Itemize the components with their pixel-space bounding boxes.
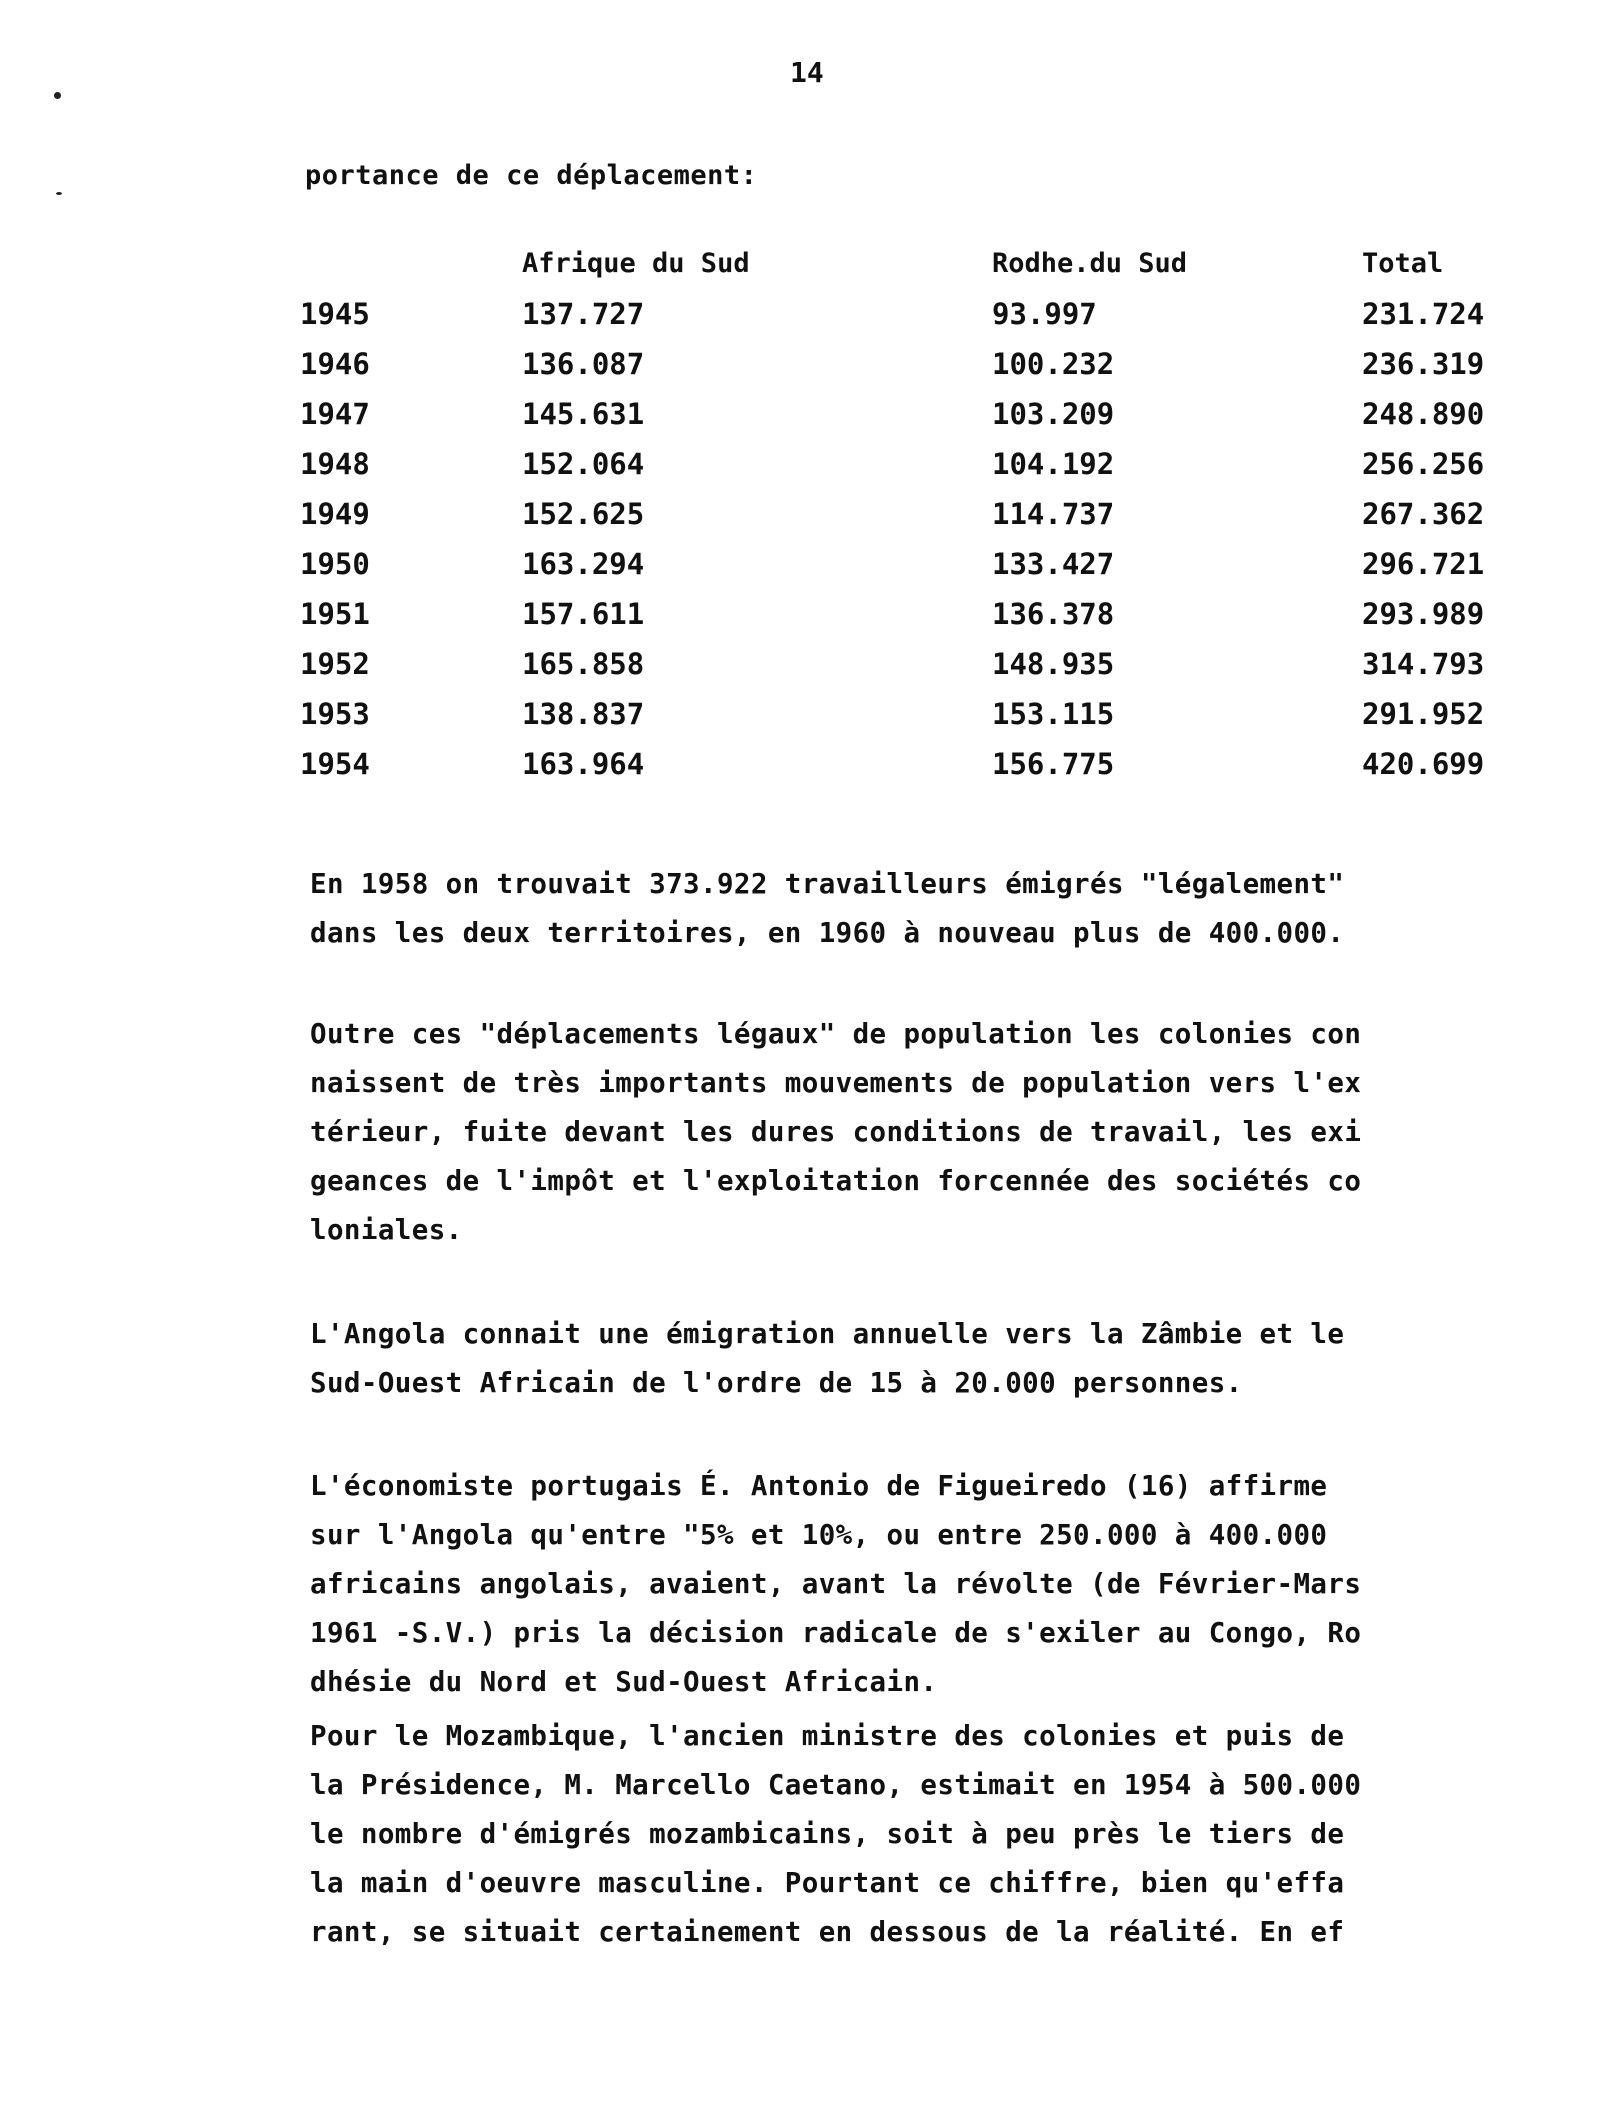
cell-rodhesie-du-sud: 136.378 — [992, 597, 1115, 631]
table-row — [300, 589, 1562, 639]
cell-total: 296.721 — [1362, 547, 1485, 581]
table-row — [300, 339, 1562, 389]
cell-afrique-du-sud: 163.964 — [522, 747, 645, 781]
table-row — [300, 539, 1562, 589]
cell-year: 1952 — [300, 647, 370, 681]
cell-total: 248.890 — [1362, 397, 1485, 431]
table-row — [300, 689, 1562, 739]
table-row — [300, 289, 1562, 339]
cell-rodhesie-du-sud: 103.209 — [992, 397, 1115, 431]
intro-line: portance de ce déplacement: — [305, 160, 758, 191]
emigration-table — [300, 245, 1562, 789]
scan-speck — [56, 192, 62, 195]
header-total: Total — [1362, 247, 1444, 279]
paragraph-3: L'Angola connait une émigration annuelle vers la Zâmbie et le Sud-Ouest Africain de l'ordre de 15 à 20.000 personnes. — [310, 1318, 1345, 1399]
scan-speck — [54, 92, 61, 99]
cell-afrique-du-sud: 152.064 — [522, 447, 645, 481]
cell-rodhesie-du-sud: 156.775 — [992, 747, 1115, 781]
cell-rodhesie-du-sud: 100.232 — [992, 347, 1115, 381]
cell-year: 1946 — [300, 347, 370, 381]
cell-year: 1947 — [300, 397, 370, 431]
cell-total: 267.362 — [1362, 497, 1485, 531]
cell-total: 420.699 — [1362, 747, 1485, 781]
cell-afrique-du-sud: 163.294 — [522, 547, 645, 581]
cell-year: 1954 — [300, 747, 370, 781]
cell-afrique-du-sud: 152.625 — [522, 497, 645, 531]
paragraph-4: L'économiste portugais É. Antonio de Figueiredo (16) affirme sur l'Angola qu'entre "5% et 10%, ou entre 250.000 à 400.000 africains angolais, avaient, avant la révolte (de Février-Mars 1961 -S.V.) pris la décision radicale de s'exiler au Congo, Ro dhésie du Nord et Sud-Ouest Africain. — [310, 1470, 1362, 1698]
table-row — [300, 489, 1562, 539]
cell-afrique-du-sud: 136.087 — [522, 347, 645, 381]
cell-year: 1953 — [300, 697, 370, 731]
cell-rodhesie-du-sud: 104.192 — [992, 447, 1115, 481]
cell-year: 1945 — [300, 297, 370, 331]
table-row — [300, 739, 1562, 789]
header-rodhesie-du-sud: Rodhe.du Sud — [992, 247, 1188, 279]
cell-total: 293.989 — [1362, 597, 1485, 631]
paragraph-5: Pour le Mozambique, l'ancien ministre des colonies et puis de la Présidence, M. Marcello Caetano, estimait en 1954 à 500.000 le nombre d'émigrés mozambicains, soit à peu près le tiers de la main d'oeuvre masculine. Pourtant ce chiffre, bien qu'effa rant, se situait certainement en dessous de la réalité. En ef — [310, 1720, 1362, 1948]
cell-afrique-du-sud: 145.631 — [522, 397, 645, 431]
paragraph-2: Outre ces "déplacements légaux" de population les colonies con naissent de très importants mouvements de population vers l'ex térieur, fuite devant les dures conditions de travail, les exi geances de l'impôt et l'exploitation forcennée des sociétés co loniales. — [310, 1018, 1362, 1246]
table-header-row — [300, 245, 1562, 289]
cell-total: 256.256 — [1362, 447, 1485, 481]
cell-afrique-du-sud: 138.837 — [522, 697, 645, 731]
table-row — [300, 389, 1562, 439]
cell-year: 1948 — [300, 447, 370, 481]
table-row — [300, 639, 1562, 689]
cell-total: 314.793 — [1362, 647, 1485, 681]
cell-rodhesie-du-sud: 93.997 — [992, 297, 1097, 331]
cell-afrique-du-sud: 165.858 — [522, 647, 645, 681]
cell-year: 1951 — [300, 597, 370, 631]
cell-afrique-du-sud: 137.727 — [522, 297, 645, 331]
cell-total: 236.319 — [1362, 347, 1485, 381]
cell-afrique-du-sud: 157.611 — [522, 597, 645, 631]
paragraph-1: En 1958 on trouvait 373.922 travailleurs émigrés "légalement" dans les deux territoires, en 1960 à nouveau plus de 400.000. — [310, 868, 1345, 949]
cell-total: 291.952 — [1362, 697, 1485, 731]
header-year — [300, 245, 510, 289]
cell-total: 231.724 — [1362, 297, 1485, 331]
header-afrique-du-sud: Afrique du Sud — [522, 247, 750, 279]
cell-rodhesie-du-sud: 133.427 — [992, 547, 1115, 581]
cell-year: 1950 — [300, 547, 370, 581]
cell-rodhesie-du-sud: 114.737 — [992, 497, 1115, 531]
cell-year: 1949 — [300, 497, 370, 531]
table-row — [300, 439, 1562, 489]
table-body — [300, 289, 1562, 789]
cell-rodhesie-du-sud: 153.115 — [992, 697, 1115, 731]
cell-rodhesie-du-sud: 148.935 — [992, 647, 1115, 681]
page-number: 14 — [790, 56, 824, 89]
